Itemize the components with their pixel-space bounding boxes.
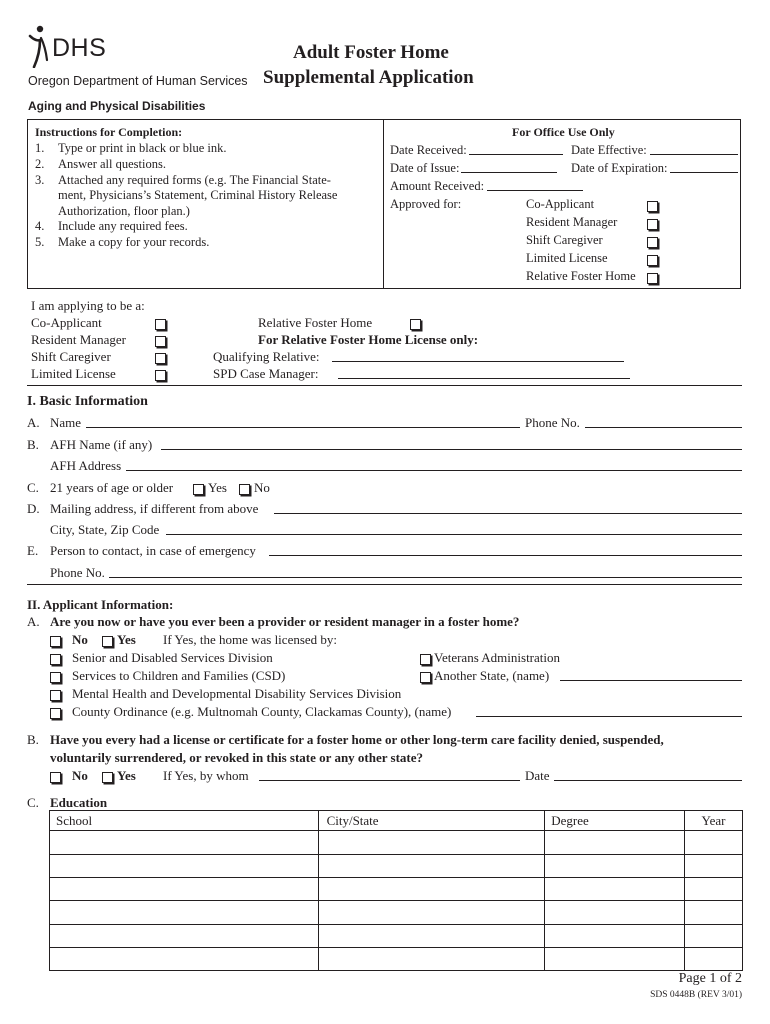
senior-division-checkbox[interactable] (50, 654, 61, 665)
year-cell[interactable] (685, 948, 743, 971)
city-state-cell[interactable] (318, 901, 545, 925)
instructions-heading: Instructions for Completion: (35, 125, 183, 139)
mental-health-label: Mental Health and Developmental Disability Services Division (72, 686, 402, 701)
city-state-zip-field[interactable] (166, 534, 742, 535)
city-state-cell[interactable] (318, 948, 545, 971)
year-column-header: Year (685, 811, 743, 831)
city-state-zip-label: City, State, Zip Code (50, 522, 160, 537)
date-of-issue-label: Date of Issue: (390, 161, 460, 175)
relative-only-heading: For Relative Foster Home License only: (258, 332, 479, 347)
year-cell[interactable] (685, 878, 743, 901)
dhs-logo-text: DHS (52, 34, 107, 62)
basic-b-letter: B. (27, 437, 39, 452)
degree-cell[interactable] (545, 831, 685, 855)
applying-co-applicant: Co-Applicant (31, 315, 102, 330)
mental-health-checkbox[interactable] (50, 690, 61, 701)
afh-address-label: AFH Address (50, 458, 122, 473)
qualifying-relative-label: Qualifying Relative: (213, 349, 320, 364)
date-of-issue-field[interactable] (461, 172, 557, 173)
applying-label: I am applying to be a: (31, 298, 145, 313)
applicant-b-letter: B. (27, 732, 39, 747)
basic-e-letter: E. (27, 543, 39, 558)
date-of-expiration-label: Date of Expiration: (571, 161, 668, 175)
date-received-label: Date Received: (390, 143, 467, 157)
by-whom-field[interactable] (259, 780, 520, 781)
instruction-item: 1. (35, 141, 45, 155)
name-field[interactable] (86, 427, 520, 428)
form-title-line2: Supplemental Application (263, 67, 474, 88)
age-no-label: No (254, 480, 270, 495)
name-label: Name (50, 415, 82, 430)
year-cell[interactable] (685, 901, 743, 925)
license-denied-question-line1: Have you every had a license or certificate for a foster home or other long-term care facility denied, suspended, (50, 732, 664, 747)
applying-limited-license-checkbox[interactable] (155, 370, 166, 381)
school-column-header: School (50, 811, 319, 831)
another-state-checkbox[interactable] (420, 672, 431, 683)
office-option-resident-manager: Resident Manager (526, 215, 618, 229)
applicant-a-letter: A. (27, 614, 40, 629)
basic-a-letter: A. (27, 415, 40, 430)
licensed-by-label: If Yes, the home was licensed by: (163, 632, 338, 647)
denied-date-label: Date (525, 768, 550, 783)
phone-field[interactable] (585, 427, 742, 428)
office-shift-caregiver-checkbox[interactable] (647, 237, 658, 248)
amount-received-label: Amount Received: (390, 179, 485, 193)
instruction-item: 5. (35, 235, 45, 249)
applying-resident-manager: Resident Manager (31, 332, 126, 347)
another-state-label: Another State, (name) (434, 668, 550, 683)
year-cell[interactable] (685, 831, 743, 855)
school-cell[interactable] (50, 901, 319, 925)
city-state-cell[interactable] (318, 925, 545, 948)
table-row (50, 831, 743, 855)
spd-case-manager-field[interactable] (338, 378, 630, 379)
date-effective-field[interactable] (650, 154, 738, 155)
emergency-phone-field[interactable] (109, 577, 742, 578)
provider-yes-label: Yes (117, 632, 136, 647)
instruction-item-text: ment, Physicians’s Statement, Criminal History Release (58, 188, 338, 202)
page-number: Page 1 of 2 (678, 971, 742, 986)
csd-checkbox[interactable] (50, 672, 61, 683)
section-divider (27, 385, 742, 386)
applying-shift-caregiver: Shift Caregiver (31, 349, 111, 364)
year-cell[interactable] (685, 855, 743, 878)
applying-relative-foster-home: Relative Foster Home (258, 315, 373, 330)
phone-label: Phone No. (525, 415, 580, 430)
emergency-contact-label: Person to contact, in case of emergency (50, 543, 256, 558)
office-co-applicant-checkbox[interactable] (647, 201, 658, 212)
denied-yes-label: Yes (117, 768, 136, 783)
provider-yes-checkbox[interactable] (102, 636, 113, 647)
agency-name: Oregon Department of Human Services (28, 74, 248, 88)
school-cell[interactable] (50, 948, 319, 971)
county-ordinance-field[interactable] (476, 716, 742, 717)
education-table (49, 810, 743, 971)
degree-cell[interactable] (545, 925, 685, 948)
form-title-line1: Adult Foster Home (293, 42, 449, 63)
denied-no-checkbox[interactable] (50, 772, 61, 783)
denied-no-label: No (72, 768, 88, 783)
date-effective-label: Date Effective: (571, 143, 647, 157)
applicant-info-heading: II. Applicant Information: (27, 597, 174, 612)
table-row (50, 925, 743, 948)
approved-for-label: Approved for: (390, 197, 462, 211)
afh-name-label: AFH Name (if any) (50, 437, 153, 452)
table-row (50, 948, 743, 971)
degree-column-header: Degree (545, 811, 685, 831)
school-cell[interactable] (50, 925, 319, 948)
instruction-item-text: Attached any required forms (e.g. The Financial State- (58, 173, 331, 187)
instruction-item-text: Make a copy for your records. (58, 235, 210, 249)
mailing-address-label: Mailing address, if different from above (50, 501, 259, 516)
age-no-checkbox[interactable] (239, 484, 250, 495)
age-yes-checkbox[interactable] (193, 484, 204, 495)
denied-yes-checkbox[interactable] (102, 772, 113, 783)
dhs-figure-logo-icon (26, 24, 54, 68)
office-relative-foster-home-checkbox[interactable] (647, 273, 658, 284)
applying-resident-manager-checkbox[interactable] (155, 336, 166, 347)
applying-co-applicant-checkbox[interactable] (155, 319, 166, 330)
city-state-column-header: City/State (318, 811, 545, 831)
denied-date-field[interactable] (554, 780, 742, 781)
provider-question: Are you now or have you ever been a provider or resident manager in a foster home? (50, 614, 520, 629)
instruction-item-text: Answer all questions. (58, 157, 166, 171)
degree-cell[interactable] (545, 948, 685, 971)
office-option-relative-foster-home: Relative Foster Home (526, 269, 636, 283)
date-received-field[interactable] (469, 154, 563, 155)
instruction-item: 3. (35, 173, 45, 187)
office-option-shift-caregiver: Shift Caregiver (526, 233, 603, 247)
emergency-phone-label: Phone No. (50, 565, 105, 580)
applicant-c-letter: C. (27, 795, 39, 810)
school-cell[interactable] (50, 878, 319, 901)
provider-no-label: No (72, 632, 88, 647)
afh-name-field[interactable] (161, 449, 742, 450)
another-state-field[interactable] (560, 680, 742, 681)
qualifying-relative-field[interactable] (332, 361, 624, 362)
box-divider (383, 119, 384, 289)
spd-case-manager-label: SPD Case Manager: (213, 366, 319, 381)
office-option-limited-license: Limited License (526, 251, 608, 265)
instruction-item-text: Type or print in black or blue ink. (58, 141, 227, 155)
city-state-cell[interactable] (318, 831, 545, 855)
city-state-cell[interactable] (318, 878, 545, 901)
degree-cell[interactable] (545, 901, 685, 925)
county-ordinance-label: County Ordinance (e.g. Multnomah County, Clackamas County), (name) (72, 704, 452, 719)
date-of-expiration-field[interactable] (670, 172, 738, 173)
by-whom-label: If Yes, by whom (163, 768, 249, 783)
applying-relative-foster-home-checkbox[interactable] (410, 319, 421, 330)
amount-received-field[interactable] (487, 190, 583, 191)
school-cell[interactable] (50, 855, 319, 878)
basic-d-letter: D. (27, 501, 40, 516)
office-limited-license-checkbox[interactable] (647, 255, 658, 266)
education-heading: Education (50, 795, 108, 810)
age-label: 21 years of age or older (50, 480, 174, 495)
instruction-item: 2. (35, 157, 45, 171)
division-name: Aging and Physical Disabilities (28, 99, 206, 113)
emergency-contact-field[interactable] (269, 555, 742, 556)
senior-division-label: Senior and Disabled Services Division (72, 650, 273, 665)
office-resident-manager-checkbox[interactable] (647, 219, 658, 230)
veterans-checkbox[interactable] (420, 654, 431, 665)
table-row (50, 901, 743, 925)
table-row (50, 855, 743, 878)
instruction-item: 4. (35, 219, 45, 233)
office-option-co-applicant: Co-Applicant (526, 197, 595, 211)
veterans-label: Veterans Administration (434, 650, 561, 665)
city-state-cell[interactable] (318, 855, 545, 878)
section-divider (27, 584, 742, 585)
mailing-address-field[interactable] (274, 513, 742, 514)
csd-label: Services to Children and Families (CSD) (72, 668, 286, 683)
table-row (50, 878, 743, 901)
basic-c-letter: C. (27, 480, 39, 495)
county-ordinance-checkbox[interactable] (50, 708, 61, 719)
basic-info-heading: I. Basic Information (27, 394, 148, 409)
afh-address-field[interactable] (126, 470, 742, 471)
instruction-item-text: Include any required fees. (58, 219, 188, 233)
form-id: SDS 0448B (REV 3/01) (650, 990, 742, 1000)
year-cell[interactable] (685, 925, 743, 948)
office-use-heading: For Office Use Only (512, 125, 615, 139)
degree-cell[interactable] (545, 855, 685, 878)
applying-shift-caregiver-checkbox[interactable] (155, 353, 166, 364)
degree-cell[interactable] (545, 878, 685, 901)
age-yes-label: Yes (208, 480, 227, 495)
applying-limited-license: Limited License (31, 366, 116, 381)
instruction-item-text: Authorization, floor plan.) (58, 204, 190, 218)
school-cell[interactable] (50, 831, 319, 855)
provider-no-checkbox[interactable] (50, 636, 61, 647)
education-header-row (50, 811, 743, 831)
license-denied-question-line2: voluntarily surrendered, or revoked in this state or any other state? (50, 750, 424, 765)
